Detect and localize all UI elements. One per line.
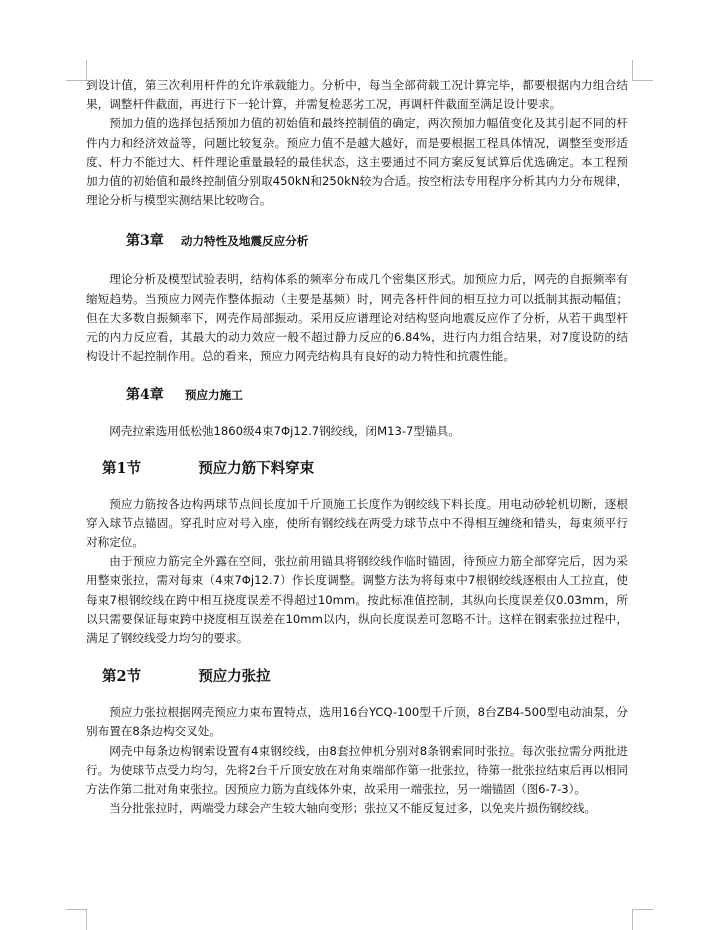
section-title: 预应力筋下料穿束	[198, 460, 315, 477]
chapter-4-heading	[86, 383, 628, 405]
section-number: 第1节	[102, 459, 142, 477]
section-number: 第2节	[102, 668, 142, 686]
paragraph-preload: 预加力值的选择包括预加力值的初始值和最终控制值的确定，两次预加力幅值变化及其引起不同的杆件内力和经济效益等，问题比较复杂。预应力值不是越大越好，而是要根据工程具体情况，调整至变形适度、杆力不能过大、杆件理论重量最轻的最佳状态，这主要通过不同方案反复试算后优选确定。本工程预加力值的初始值和最终控制值分别取450kN和250kN较为合适。按空桁法专用程序分析其内力分布规律，理论分析与模型实测结果比较吻合。	[86, 116, 628, 208]
paragraph-jacks: 预应力张拉根据网壳预应力束布置特点，选用16台YCQ-100型千斤顶，8台ZB4-500型电动油泵，分别布置在8条边构交叉处。	[86, 705, 628, 739]
chapter-title: 预应力施工	[184, 388, 243, 403]
crop-mark-bottom-left	[66, 909, 87, 930]
paragraph-continued: 到设计值，第三次利用杆件的允许承载能力。分析中，每当全部荷载工况计算完毕，都要根据内力组合结果，调整杆件截面，再进行下一轮计算，并需复检恶劣工况，再调杆件截面至满足设计要求。	[86, 78, 628, 112]
paragraph-adjust: 由于预应力筋完全外露在空间，张拉前用锚具将钢绞线作临时锚固，待预应力筋全部穿完后，因为采用整束张拉，需对每束（4束7Φj12.7）作长度调整。调整方法为将每束中7根钢绞线逐根由人工拉直，使每束7根钢绞线在跨中相互挠度误差不得超过10mm。按此标准值控制，其纵向长度误差仅0.03mm，所以只需要保证每束跨中挠度相互误差在10mm以内，纵向长度误差可忽略不计。这样在钢索张拉过程中，满足了钢绞线受力均匀的要求。	[86, 554, 628, 646]
paragraph-cutting: 预应力筋按各边构两球节点间长度加千斤顶施工长度作为钢绞线下料长度。用电动砂轮机切断，逐根穿入球节点锚固。穿孔时应对号入座，使所有钢绞线在两受力球节点中不得相互缠绕和错头，每束须平行对称定位。	[86, 496, 628, 550]
section-title: 预应力张拉	[198, 669, 271, 686]
chapter-3-heading	[86, 229, 628, 251]
crop-mark-top-right	[632, 60, 653, 81]
page-content	[86, 76, 628, 818]
crop-mark-bottom-right	[632, 909, 653, 930]
chapter-number: 第4章	[126, 387, 164, 404]
paragraph-tension-steps: 网壳中每条边构钢索设置有4束钢绞线，由8套拉伸机分别对8条钢索同时张拉。每次张拉需分两批进行。为使球节点受力均匀，先将2台千斤顶安放在对角束端部作第一批张拉，待第一批张拉结束后再以相同方法作第二批对角束张拉。因预应力筋为直线体外束，故采用一端张拉，另一端锚固（图6-7-3）。	[86, 743, 628, 797]
chapter-title: 动力特性及地震反应分析	[180, 234, 309, 249]
section-1-heading	[86, 456, 628, 480]
section-2-heading	[86, 664, 628, 688]
chapter-number: 第3章	[126, 233, 164, 250]
paragraph-batch: 当分批张拉时，两端受力球会产生较大轴向变形；张拉又不能反复过多，以免夹片损伤钢绞线。	[109, 801, 597, 816]
paragraph-dynamic: 理论分析及模型试验表明，结构体系的频率分布成几个密集区形式。加预应力后，网壳的自振频率有缩短趋势。当预应力网壳作整体振动（主要是基频）时，网壳各杆件间的相互拉力可以抵制其振动幅值；但在大多数自振频率下，网壳作局部振动。采用反应谱理论对结构竖向地震反应作了分析，从若干典型杆元的内力反应看，其最大的动力效应一般不超过静力反应的6.84%，进行内力组合结果，对7度设防的结构设计不起控制作用。总的看来，预应力网壳结构具有良好的动力特性和抗震性能。	[86, 272, 628, 364]
paragraph-cable: 网壳拉索选用低松弛1860级4束7Φj12.7钢绞线，闭M13-7型锚具。	[109, 424, 460, 439]
crop-mark-top-left	[66, 60, 87, 81]
